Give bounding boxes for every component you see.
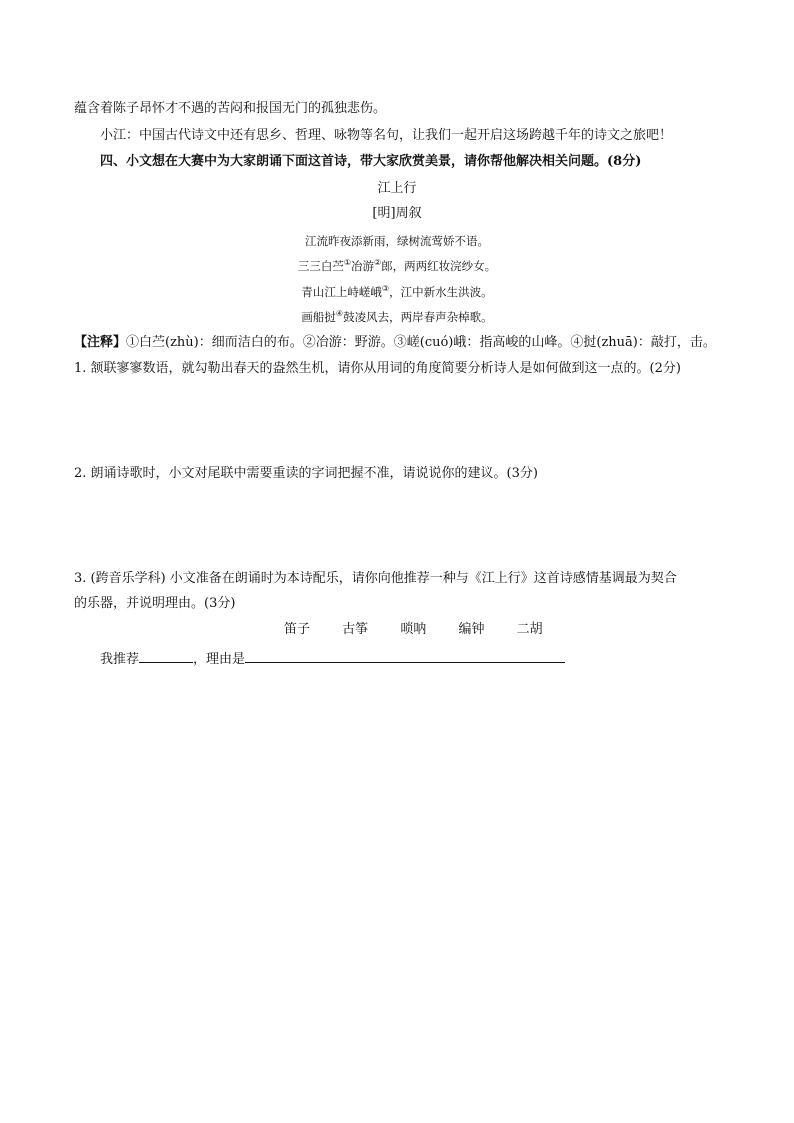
notes-text: ①白苎(zhù)：细而洁白的布。②冶游：野游。③嵯(cuó)峨：指高峻的山峰。④挝(zhuā)：敲打，击。	[126, 335, 716, 350]
recommend-blank[interactable]	[139, 648, 193, 663]
reason-blank[interactable]	[245, 648, 565, 663]
footnote-marker-3: ③	[381, 284, 390, 294]
question-2: 2. 朗诵诗歌时，小文对尾联中需要重读的字词把握不准，请说说你的建议。(3分)	[74, 466, 538, 481]
instrument-dizi: 笛子	[284, 622, 311, 637]
poem-title: 江上行	[377, 181, 417, 196]
poem-author: [明]周叙	[372, 206, 422, 221]
instrument-options	[270, 621, 557, 639]
answer-mid: ，理由是	[193, 652, 246, 667]
poem-notes	[74, 334, 716, 352]
instrument-guzheng: 古筝	[342, 622, 369, 637]
poem-line-4: 画船挝④鼓凌风去，两岸春声杂棹歌。	[301, 309, 493, 324]
answer-prefix: 我推荐	[100, 652, 140, 667]
poem-line-1: 江流昨夜添新雨，绿树流莺娇不语。	[305, 234, 489, 248]
question-1: 1. 颔联寥寥数语，就勾勒出春天的盎然生机，请你从用词的角度简要分析诗人是如何做到这一点的。(2分)	[74, 361, 681, 376]
question-3-line-2: 的乐器，并说明理由。(3分)	[74, 596, 236, 611]
instrument-suona: 唢呐	[400, 622, 427, 637]
section-heading: 四、小文想在大赛中为大家朗诵下面这首诗，带大家欣赏美景，请你帮他解决相关问题。(8分)	[100, 154, 642, 169]
answer-row	[100, 648, 565, 669]
notes-label: 【注释】	[74, 335, 127, 350]
instrument-bianzhong: 编钟	[458, 622, 485, 637]
question-3-line-1: 3. (跨音乐学科) 小文准备在朗诵时为本诗配乐，请你向他推荐一种与《江上行》这首诗感情基调最为契合	[74, 571, 677, 586]
poem-line-2: 三三白苎①冶游②郎，两两红妆浣纱女。	[297, 258, 497, 273]
footnote-marker-2: ②	[374, 258, 382, 268]
instrument-erhu: 二胡	[516, 622, 543, 637]
footnote-marker-4: ④	[335, 309, 344, 319]
intro-text-line: 蕴含着陈子昂怀才不遇的苦闷和报国无门的孤独悲伤。	[74, 101, 387, 116]
xiaojiang-dialogue: 小江：中国古代诗文中还有思乡、哲理、咏物等名句，让我们一起开启这场跨越千年的诗文之旅吧！	[100, 128, 673, 143]
poem-line-3: 青山江上峙嵯峨③，江中新水生洪波。	[301, 284, 493, 299]
footnote-marker-1: ①	[343, 258, 351, 268]
